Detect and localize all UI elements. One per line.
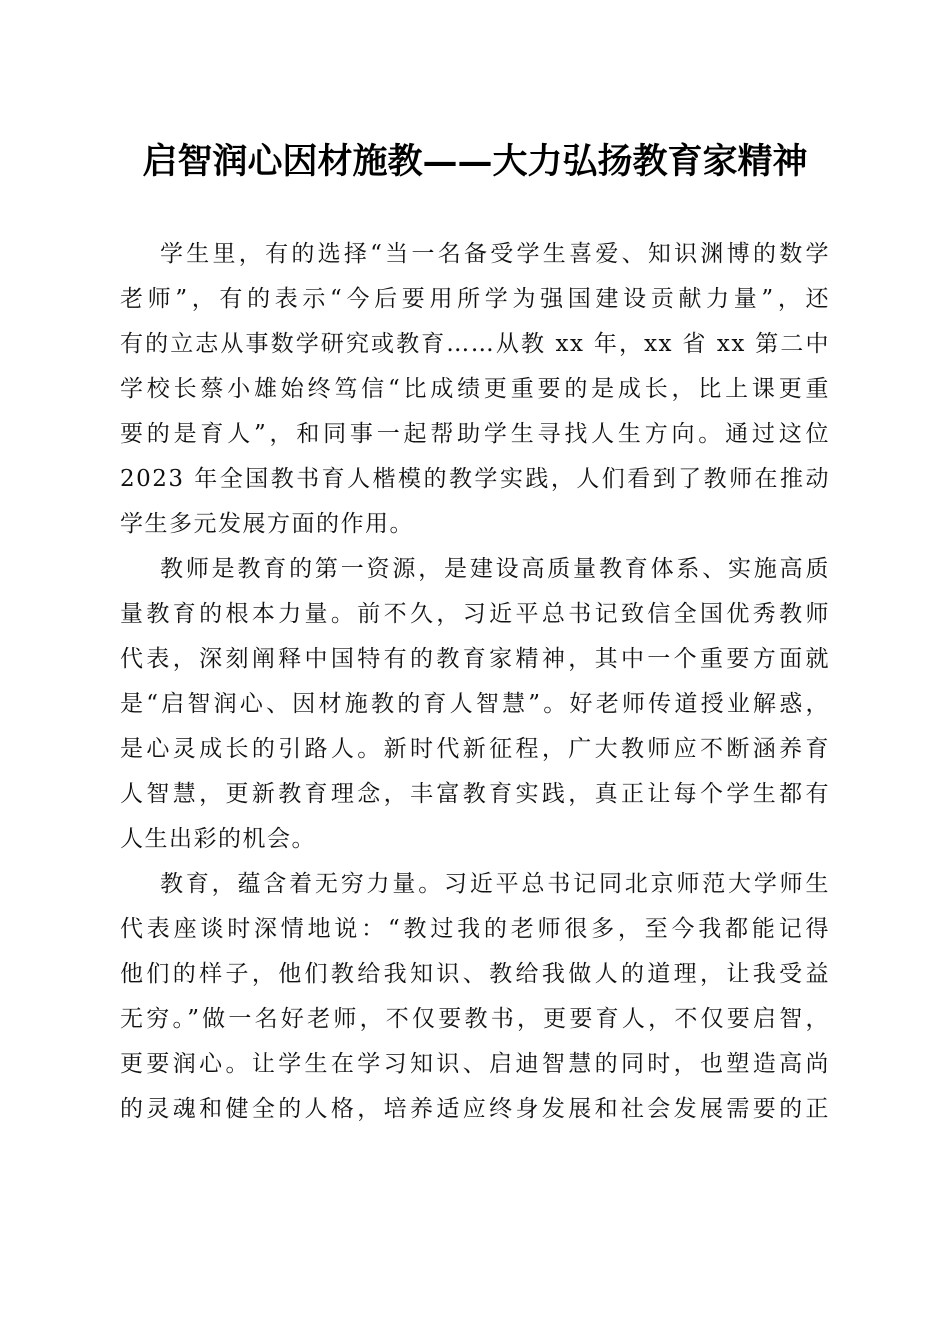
paragraph-2 [120, 547, 830, 862]
paragraph-line: 无穷。”做一名好老师，不仅要教书，更要育人，不仅要启智， [120, 1006, 830, 1032]
paragraph-3 [120, 862, 830, 1132]
paragraph-line: 的灵魂和健全的人格，培养适应终身发展和社会发展需要的正 [120, 1096, 830, 1122]
paragraph-line: 教育，蕴含着无穷力量。习近平总书记同北京师范大学师生 [160, 871, 830, 897]
paragraph-line: 教师是教育的第一资源，是建设高质量教育体系、实施高质 [160, 556, 830, 582]
paragraph-line: 人生出彩的机会。 [120, 826, 316, 852]
paragraph-line: 是“启智润心、因材施教的育人智慧”。好老师传道授业解惑， [120, 691, 830, 717]
paragraph-line: 学生多元发展方面的作用。 [120, 511, 414, 537]
document-title: 启智润心因材施教——大力弘扬教育家精神 [142, 141, 808, 182]
paragraph-1 [120, 232, 830, 547]
paragraph-line: 2023 年全国教书育人楷模的教学实践，人们看到了教师在推动 [120, 466, 830, 492]
paragraph-line: 学校长蔡小雄始终笃信“比成绩更重要的是成长，比上课更重 [120, 376, 830, 402]
paragraph-line: 是心灵成长的引路人。新时代新征程，广大教师应不断涵养育 [120, 736, 830, 762]
paragraph-line: 人智慧，更新教育理念，丰富教育实践，真正让每个学生都有 [120, 781, 830, 807]
paragraph-line: 有的立志从事数学研究或教育……从教 xx 年，xx 省 xx 第二中 [120, 331, 830, 357]
paragraph-line: 要的是育人”，和同事一起帮助学生寻找人生方向。通过这位 [120, 421, 830, 447]
paragraph-line: 更要润心。让学生在学习知识、启迪智慧的同时，也塑造高尚 [120, 1051, 830, 1077]
paragraph-line: 代表座谈时深情地说：“教过我的老师很多，至今我都能记得 [120, 916, 830, 942]
paragraph-line: 学生里，有的选择“当一名备受学生喜爱、知识渊博的数学 [160, 241, 830, 267]
paragraph-line: 代表，深刻阐释中国特有的教育家精神，其中一个重要方面就 [120, 646, 830, 672]
paragraph-line: 他们的样子，他们教给我知识、教给我做人的道理，让我受益 [120, 961, 830, 987]
paragraph-line: 老师”，有的表示“今后要用所学为强国建设贡献力量”，还 [120, 286, 830, 312]
document-body [120, 232, 830, 1132]
paragraph-line: 量教育的根本力量。前不久，习近平总书记致信全国优秀教师 [120, 601, 830, 627]
